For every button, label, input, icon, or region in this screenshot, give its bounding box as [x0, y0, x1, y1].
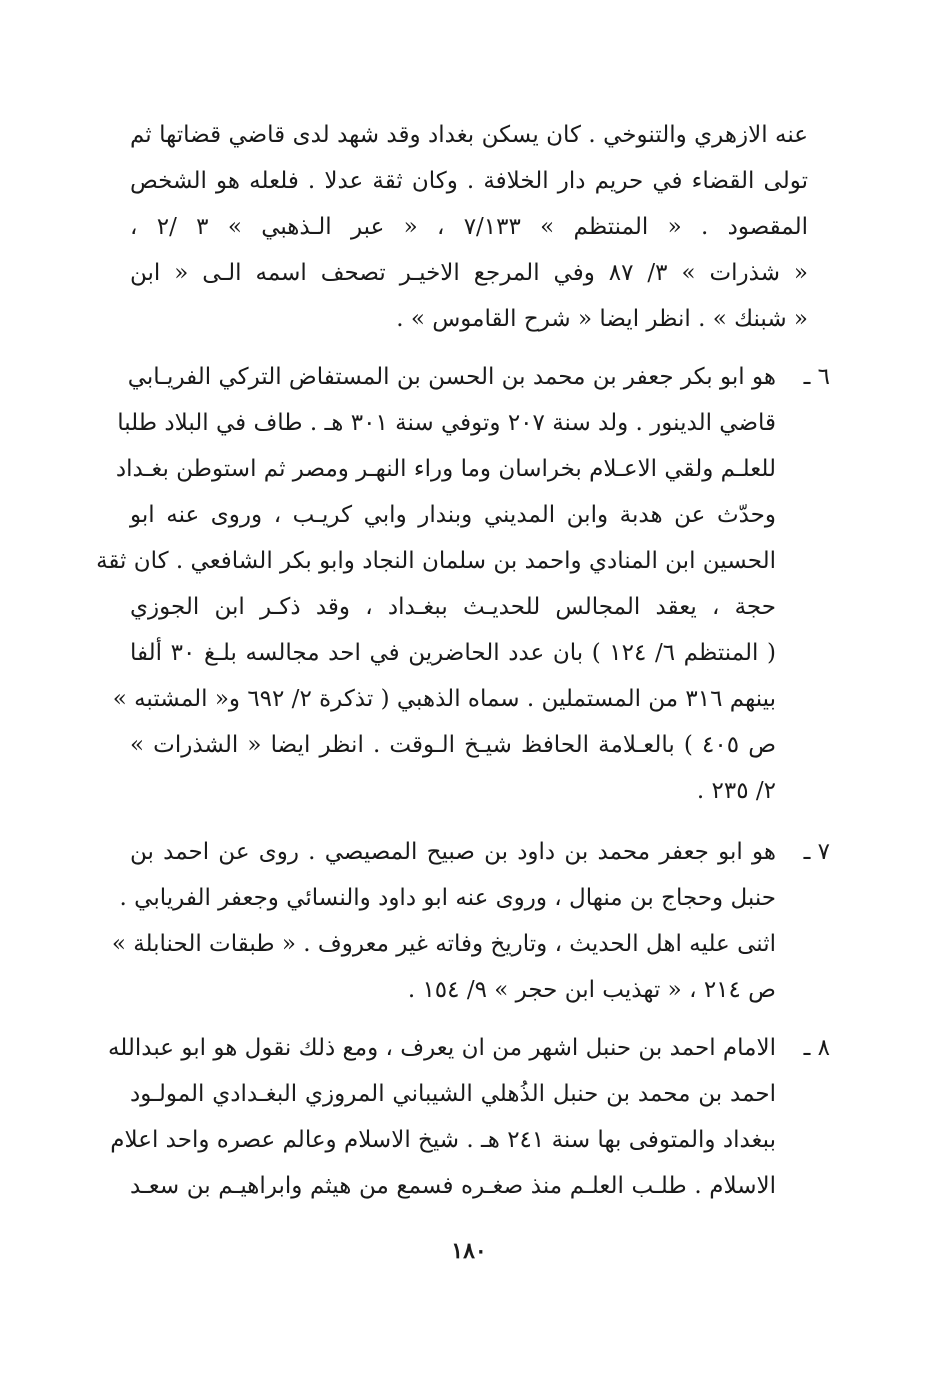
text-line: الحسين ابن المنادي واحمد بن سلمان النجاد وابو بكر الشافعي . كان ثقة: [96, 548, 776, 574]
note-8: [107, 1033, 776, 1213]
text-line: بينهم ٣١٦ من المستملين . سماه الذهبي ( تذكرة ٢/ ٦٩٢ و« المشتبه »: [112, 686, 776, 712]
text-line: تولى القضاء في حريم دار الخلافة . وكان ثقة عدلا . فلعله هو الشخص: [130, 168, 808, 194]
text-line: ص ٢١٤ ، « تهذيب ابن حجر » ٩/ ١٥٤ .: [407, 977, 776, 1003]
paragraph-continuation: [130, 120, 808, 340]
text-line: اثنى عليه اهل الحديث ، وتاريخ وفاته غير معروف . « طبقات الحنابلة »: [111, 931, 776, 957]
text-line: قاضي الدينور . ولد سنة ٢٠٧ وتوفي سنة ٣٠١ هـ . طاف في البلاد طلبا: [117, 410, 776, 436]
text-line: « شبنك » . انظر ايضا « شرح القاموس » .: [396, 306, 808, 332]
text-line: ص ٤٠٥ ) بالعـلامة الحافظ شيـخ الـوقت . انظر ايضا « الشذرات »: [130, 732, 776, 758]
text-line: احمد بن محمد بن حنبل الذُهلي الشيباني المروزي البغـدادي المولـود: [130, 1081, 776, 1107]
note-7: [111, 837, 776, 1007]
page-number: ١٨٠: [451, 1238, 487, 1264]
text-line: عنه الازهري والتنوخي . كان يسكن بغداد وقد شهد لدى قاضي قضاتها ثم: [130, 122, 808, 148]
text-line: حنبل وحجاج بن منهال ، وروى عنه ابو داود والنسائي وجعفر الفريابي .: [119, 885, 776, 911]
text-line: الامام احمد بن حنبل اشهر من ان يعرف ، ومع ذلك نقول هو ابو عبدالله: [107, 1035, 776, 1061]
text-line: « شذرات » ٣/ ٨٧ وفي المرجع الاخيـر تصحف اسمه الـى « ابن: [130, 260, 809, 286]
text-line: حجة ، يعقد المجالس للحديـث ببغـداد ، وقد ذكـر ابن الجوزي: [130, 594, 776, 620]
text-line: الاسلام . طلـب العلـم منذ صغـره فسمع من هيثم وابراهيـم بن سعـد: [130, 1173, 776, 1199]
text-line: ( المنتظم ٦/ ١٢٤ ) بان عدد الحاضرين في احد مجالسه بلـغ ٣٠ ألفا: [130, 640, 776, 666]
text-line: وحدّث عن هدبة وابن المديني وبندار وابي كريـب ، وروى عنه ابو: [130, 502, 776, 528]
text-line: ببغداد والمتوفى بها سنة ٢٤١ هـ . شيخ الاسلام وعالم عصره واحد اعلام: [110, 1127, 776, 1153]
note-number: ٨ ـ: [803, 1035, 830, 1061]
note-number: ٦ ـ: [803, 364, 830, 390]
text-line: للعلـم ولقي الاعـلام بخراسان وما وراء النهـر ومصر ثم استوطن بغـداد: [115, 456, 776, 482]
note-6: [96, 362, 776, 812]
text-line: هو ابو بكر جعفر بن محمد بن الحسن بن المستفاض التركي الفريـابي: [127, 364, 776, 390]
text-line: هو ابو جعفر محمد بن داود بن صبيح المصيصي . روى عن احمد بن: [130, 839, 776, 865]
note-number: ٧ ـ: [803, 839, 830, 865]
text-line: المقصود . « المنتظم » ٧/١٣٣ ، « عبر الـذهبي » ٣ /٢ ،: [130, 214, 808, 240]
text-line: ٢/ ٢٣٥ .: [696, 778, 776, 804]
